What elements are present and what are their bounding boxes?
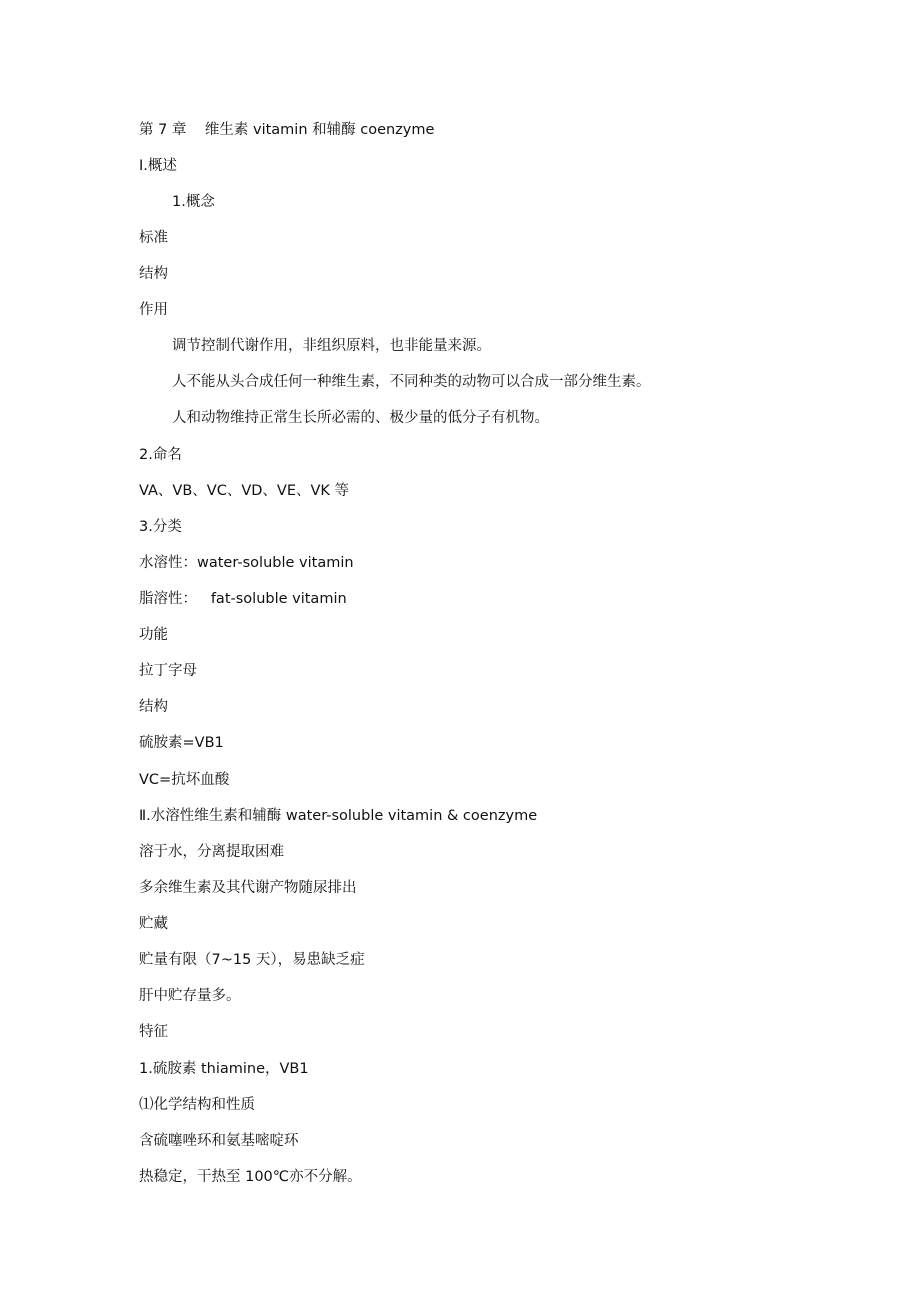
text-line: 贮藏 (139, 916, 168, 932)
text-line: VC=抗坏血酸 (139, 772, 230, 788)
chapter-title: 第 7 章 维生素 vitamin 和辅酶 coenzyme (139, 122, 435, 138)
text-line: 标准 (139, 230, 168, 246)
text-line: 结构 (139, 699, 168, 715)
text-line: 含硫噻唑环和氨基嘧啶环 (139, 1133, 299, 1149)
text-line: 水溶性：water-soluble vitamin (139, 555, 354, 571)
text-line: 热稳定，干热至 100℃亦不分解。 (139, 1169, 362, 1185)
subheading-thiamine: 1.硫胺素 thiamine，VB1 (139, 1061, 309, 1077)
text-line: 多余维生素及其代谢产物随尿排出 (139, 880, 357, 896)
paragraph-line: 调节控制代谢作用，非组织原料，也非能量来源。 (172, 338, 491, 354)
subheading-concept: 1.概念 (172, 194, 215, 210)
text-line: 特征 (139, 1024, 168, 1040)
subheading-classification: 3.分类 (139, 519, 182, 535)
text-line: 作用 (139, 302, 168, 318)
section-heading-overview: Ⅰ.概述 (139, 158, 177, 174)
text-line: 溶于水，分离提取困难 (139, 844, 284, 860)
text-line: 肝中贮存量多。 (139, 988, 241, 1004)
text-line: 贮量有限（7~15 天），易患缺乏症 (139, 952, 365, 968)
text-line: 功能 (139, 627, 168, 643)
text-line: VA、VB、VC、VD、VE、VK 等 (139, 483, 350, 499)
section-heading-water-soluble: Ⅱ.水溶性维生素和辅酶 water-soluble vitamin & coenzyme (139, 808, 538, 824)
text-line: 脂溶性： fat-soluble vitamin (139, 591, 347, 607)
text-line: 拉丁字母 (139, 663, 197, 679)
paragraph-line: 人不能从头合成任何一种维生素，不同种类的动物可以合成一部分维生素。 (172, 374, 651, 390)
text-line: 硫胺素=VB1 (139, 735, 224, 751)
text-line: 结构 (139, 266, 168, 282)
text-line: ⑴化学结构和性质 (139, 1097, 255, 1113)
paragraph-line: 人和动物维持正常生长所必需的、极少量的低分子有机物。 (172, 410, 549, 426)
subheading-naming: 2.命名 (139, 447, 182, 463)
